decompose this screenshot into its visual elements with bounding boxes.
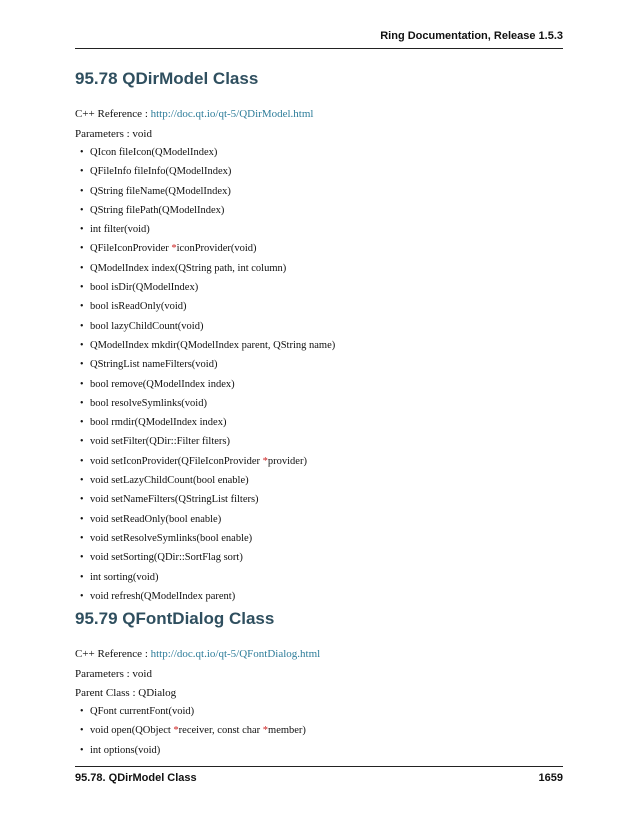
method-list-item [75,204,335,223]
section-title-qdirmodel: 95.78 QDirModel Class [75,69,259,88]
method-list-item [75,493,335,512]
running-header: Ring Documentation, Release 1.5.3 [75,30,563,49]
parameters-line: Parameters : void [75,128,152,140]
method-signature-text: QModelIndex mkdir(QModelIndex parent, QString name) [90,339,336,351]
method-signature-text: bool isDir(QModelIndex) [90,282,199,294]
bullet-icon: • [80,185,84,197]
method-signature-text: QString fileName(QModelIndex) [90,185,231,197]
method-signature-text: void setLazyChildCount(bool enable) [90,475,249,487]
bullet-icon: • [80,706,84,717]
method-signature-text: QFileInfo fileInfo(QModelIndex) [90,166,232,178]
method-list-item [75,474,335,493]
method-signature-text: void setFilter(QDir::Filter filters) [90,436,230,448]
bullet-icon: • [80,320,84,332]
method-list-item [75,705,306,724]
bullet-icon: • [80,339,84,351]
method-list-item [75,416,335,435]
method-list-item [75,397,335,416]
method-signature-text: void setReadOnly(bool enable) [90,513,222,525]
bullet-icon: • [80,262,84,274]
method-signature-text: bool resolveSymlinks(void) [90,397,207,409]
method-list-item [75,262,335,281]
method-list-item [75,551,335,570]
method-list-item [75,435,335,454]
bullet-icon: • [80,725,84,737]
section-title-qfontdialog: 95.79 QFontDialog Class [75,609,275,628]
method-signature-text: bool remove(QModelIndex index) [90,378,235,390]
method-signature-text: void setIconProvider(QFileIconProvider [90,455,263,467]
bullet-icon: • [80,494,84,506]
method-list-item [75,300,335,319]
method-signature-text: receiver, const char [178,725,263,737]
method-signature-text: member) [268,725,306,737]
bullet-icon: • [80,378,84,390]
bullet-icon: • [80,571,84,583]
method-list-item [75,590,335,609]
pointer-asterisk: * [262,725,269,737]
bullet-icon: • [80,359,84,371]
method-list-item [75,455,335,474]
bullet-icon: • [80,301,84,313]
method-signature-text: int filter(void) [90,224,150,236]
method-list-item [75,532,335,551]
method-signature-text: bool isReadOnly(void) [90,301,187,313]
method-signature-text: QFileIconProvider [90,243,172,255]
cpp-reference-label: C++ Reference : [75,108,151,120]
method-signature-text: bool lazyChildCount(void) [90,320,204,332]
method-list-item [75,744,306,763]
bullet-icon: • [80,417,84,429]
method-list-item [75,513,335,532]
page-footer [75,766,563,784]
method-list-item [75,339,335,358]
bullet-icon: • [80,513,84,525]
method-list-item [75,146,335,165]
bullet-icon: • [80,436,84,448]
cpp-reference-link[interactable]: http://doc.qt.io/qt-5/QFontDialog.html [150,648,321,660]
pointer-asterisk: * [262,455,268,467]
method-signature-text: void refresh(QModelIndex parent) [90,590,236,602]
method-signature-text: int sorting(void) [90,571,159,583]
cpp-reference-link[interactable]: http://doc.qt.io/qt-5/QDirModel.html [150,108,314,120]
cpp-reference-line [75,108,313,120]
bullet-icon: • [80,397,84,409]
method-signature-text: void setSorting(QDir::SortFlag sort) [90,552,243,564]
pointer-asterisk: * [173,725,179,737]
method-signature-text: QIcon fileIcon(QModelIndex) [90,147,218,158]
method-signature-text: iconProvider(void) [176,243,257,255]
method-list-item [75,320,335,339]
parent-class-line: Parent Class : QDialog [75,687,177,699]
parameters-line: Parameters : void [75,668,152,680]
bullet-icon: • [80,282,84,294]
method-list-item [75,242,335,261]
method-list-item [75,724,306,743]
method-list-item [75,378,335,397]
method-signature-text: void setResolveSymlinks(bool enable) [90,532,253,544]
bullet-icon: • [80,744,84,756]
method-list-qfontdialog [75,705,306,763]
bullet-icon: • [80,590,84,602]
method-signature-text: QStringList nameFilters(void) [90,359,218,371]
pointer-asterisk: * [171,243,177,255]
method-signature-text: bool rmdir(QModelIndex index) [90,417,227,429]
method-list-item [75,571,335,590]
method-list-qdirmodel [75,146,335,609]
method-list-item [75,281,335,300]
method-signature-text: void open(QObject [90,725,174,737]
method-list-item [75,223,335,242]
method-signature-text: void setNameFilters(QStringList filters) [90,494,259,506]
bullet-icon: • [80,552,84,564]
footer-section-name: 95.78. QDirModel Class [75,772,197,784]
cpp-reference-label: C++ Reference : [75,648,151,660]
bullet-icon: • [80,204,84,216]
method-signature-text: provider) [267,455,307,467]
bullet-icon: • [80,475,84,487]
method-list-item [75,165,335,184]
method-signature-text: QFont currentFont(void) [90,706,195,717]
bullet-icon: • [80,532,84,544]
method-list-item [75,185,335,204]
method-signature-text: QModelIndex index(QString path, int column) [90,262,287,274]
bullet-icon: • [80,147,84,158]
bullet-icon: • [80,224,84,236]
method-signature-text: QString filePath(QModelIndex) [90,204,225,216]
method-signature-text: int options(void) [90,744,161,756]
footer-page-number: 1659 [538,772,563,784]
cpp-reference-line [75,648,320,660]
bullet-icon: • [80,166,84,178]
bullet-icon: • [80,243,84,255]
method-list-item [75,358,335,377]
bullet-icon: • [80,455,84,467]
